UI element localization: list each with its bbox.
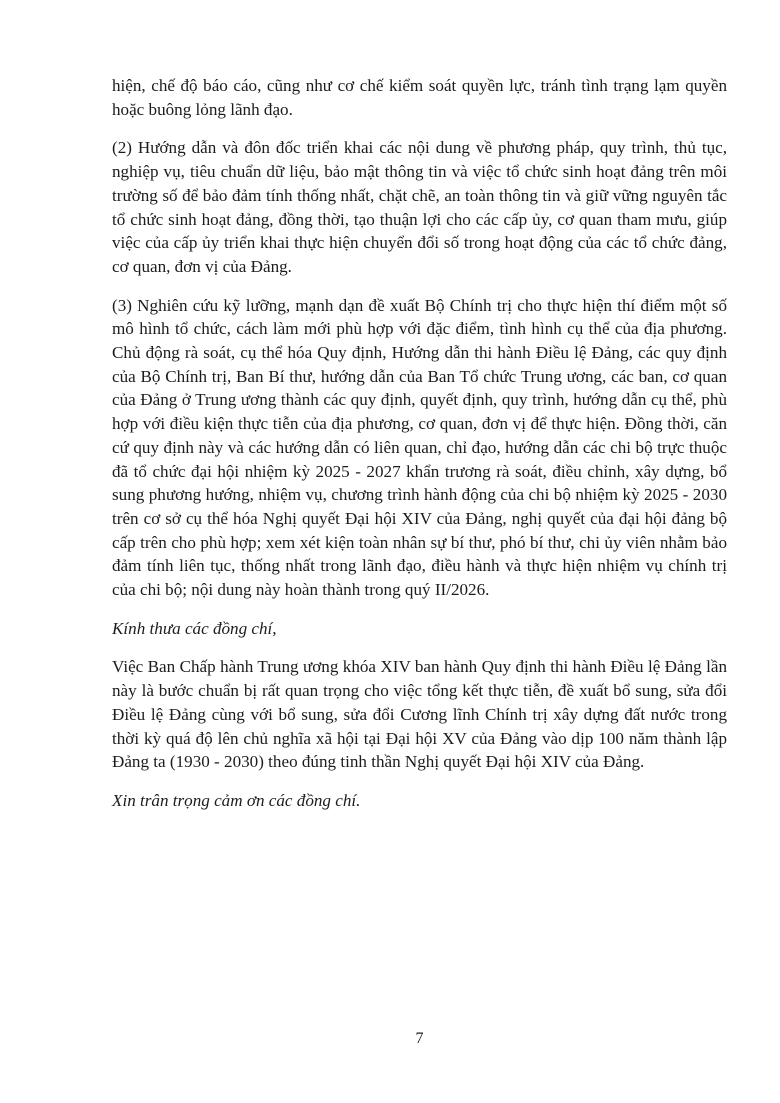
paragraph-item-2: (2) Hướng dẫn và đôn đốc triển khai các nội dung về phương pháp, quy trình, thủ tục, nghiệp vụ, tiêu chuẩn dữ liệu, bảo mật thông tin và việc tổ chức sinh hoạt đảng trên môi trường số để bảo đảm tính thống nhất, chặt chẽ, an toàn thông tin và giữ vững nguyên tắc tổ chức sinh hoạt đảng, đồng thời, tạo thuận lợi cho các cấp ủy, cơ quan tham mưu, giúp việc của cấp ủy triển khai thực hiện chuyển đổi số trong hoạt động của các tổ chức đảng, cơ quan, đơn vị của Đảng. bbox=[112, 138, 727, 276]
paragraph-continuation: hiện, chế độ báo cáo, cũng như cơ chế kiểm soát quyền lực, tránh tình trạng lạm quyền hoặc buông lỏng lãnh đạo. bbox=[112, 76, 727, 119]
paragraph-item-3: (3) Nghiên cứu kỹ lưỡng, mạnh dạn đề xuất Bộ Chính trị cho thực hiện thí điểm một số mô hình tổ chức, cách làm mới phù hợp với đặc điểm, tình hình cụ thể của địa phương. Chủ động rà soát, cụ thể hóa Quy định, Hướng dẫn thi hành Điều lệ Đảng, các quy định của Bộ Chính trị, Ban Bí thư, hướng dẫn của Ban Tổ chức Trung ương, các ban, cơ quan của Đảng ở Trung ương thành các quy định, quyết định, quy trình, hướng dẫn cụ thể, phù hợp với điều kiện thực tiễn của địa phương, cơ quan, đơn vị để thực hiện. Đồng thời, căn cứ quy định này và các hướng dẫn có liên quan, chỉ đạo, hướng dẫn các chi bộ trực thuộc đã tổ chức đại hội nhiệm kỳ 2025 - 2027 khẩn trương rà soát, điều chỉnh, xây dựng, bổ sung phương hướng, nhiệm vụ, chương trình hành động của chi bộ nhiệm kỳ 2025 - 2030 trên cơ sở cụ thể hóa Nghị quyết Đại hội XIV của Đảng, nghị quyết của đại hội đảng bộ cấp trên cho phù hợp; xem xét kiện toàn nhân sự bí thư, phó bí thư, chi ủy viên nhằm bảo đảm tính liên tục, thống nhất trong lãnh đạo, điều hành và thực hiện nhiệm vụ chính trị của chi bộ; nội dung này hoàn thành trong quý II/2026. bbox=[112, 295, 727, 600]
paragraph-closing: Việc Ban Chấp hành Trung ương khóa XIV ban hành Quy định thi hành Điều lệ Đảng lần này là bước chuẩn bị rất quan trọng cho việc tổng kết thực tiễn, đề xuất bổ sung, sửa đổi Điều lệ Đảng cùng với bổ sung, sửa đổi Cương lĩnh Chính trị xây dựng đất nước trong thời kỳ quá độ lên chủ nghĩa xã hội tại Đại hội XV của Đảng vào dịp 100 năm thành lập Đảng ta (1930 - 2030) theo đúng tinh thần Nghị quyết Đại hội XIV của Đảng. bbox=[112, 657, 727, 772]
salutation-line: Kính thưa các đồng chí, bbox=[112, 618, 277, 638]
thanks-line: Xin trân trọng cảm ơn các đồng chí. bbox=[112, 790, 361, 810]
page-number: 7 bbox=[415, 1030, 424, 1047]
text-block bbox=[112, 74, 727, 828]
